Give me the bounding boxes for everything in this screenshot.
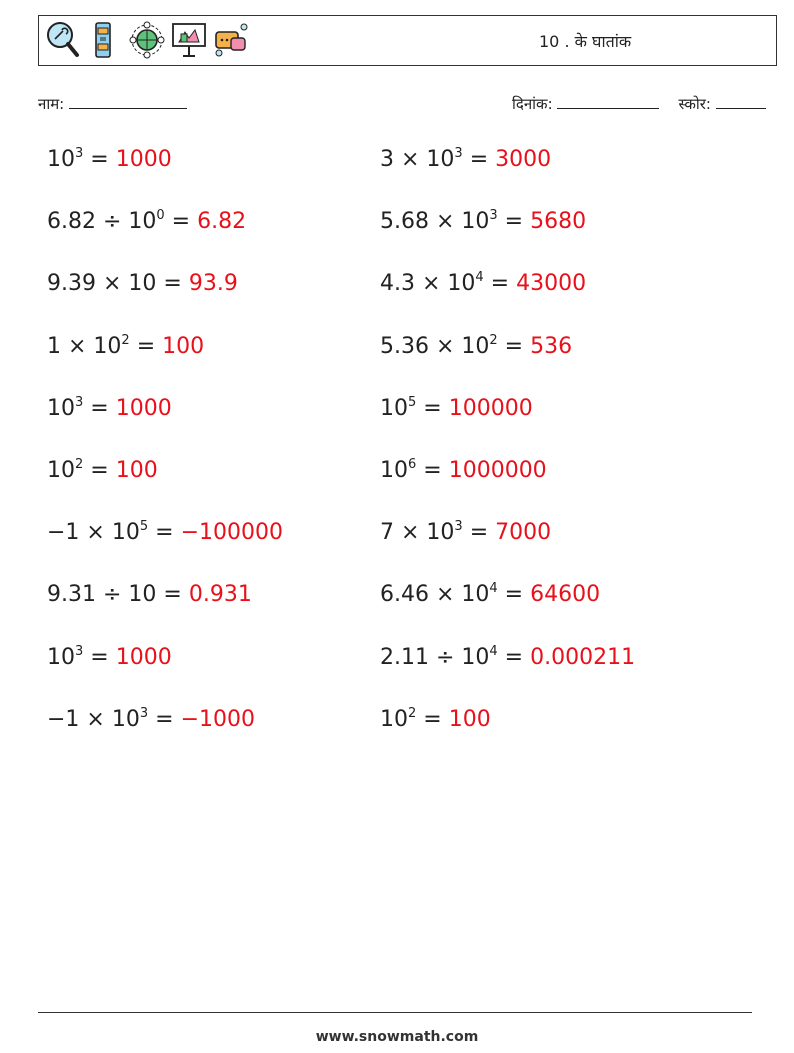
equals-sign: = — [156, 582, 189, 608]
problem-expression: 10 — [47, 147, 75, 172]
exponent: 0 — [156, 208, 165, 224]
problem-expression: 10 — [380, 706, 408, 732]
equals-sign: = — [462, 147, 496, 172]
equals-sign: = — [83, 644, 116, 670]
equals-sign: = — [164, 209, 198, 235]
exponent: 2 — [121, 332, 130, 348]
answer: 64600 — [530, 582, 601, 608]
equals-sign: = — [497, 644, 531, 670]
problem-expression: 4.3 × 10 — [380, 271, 476, 297]
header-icons — [45, 20, 249, 62]
answer: 100 — [115, 458, 158, 483]
score-label: स्कोर: — [678, 95, 711, 113]
answer: −1000 — [180, 706, 255, 732]
presentation-board-icon — [171, 20, 207, 60]
problem-left-8 — [47, 582, 252, 607]
exponent: 2 — [489, 332, 498, 348]
exponent: 2 — [408, 705, 417, 721]
score-blank — [716, 94, 766, 109]
answer: 100000 — [448, 395, 533, 421]
problem-expression: 10 — [47, 458, 75, 483]
exponent: 4 — [489, 643, 498, 659]
problem-expression: 5.36 × 10 — [380, 333, 490, 359]
answer: 0.931 — [188, 582, 252, 608]
problem-right-9 — [380, 645, 635, 670]
equals-sign: = — [497, 209, 531, 235]
exponent: 3 — [75, 643, 84, 659]
answer: 6.82 — [197, 209, 247, 235]
exponent: 4 — [475, 270, 484, 286]
worksheet-title: 10 . के घातांक — [539, 32, 632, 51]
equals-sign: = — [416, 395, 449, 421]
exponent: 6 — [408, 457, 417, 472]
answer: 100 — [162, 333, 205, 359]
exponent: 3 — [489, 208, 498, 224]
problem-right-6 — [380, 458, 547, 483]
problem-expression: 6.46 × 10 — [380, 582, 490, 608]
problem-right-2 — [380, 209, 586, 234]
equals-sign: = — [148, 706, 181, 732]
ruler-notes-icon — [87, 20, 123, 60]
equals-sign: = — [83, 147, 116, 172]
equals-sign: = — [483, 271, 517, 297]
problem-expression: 2.11 ÷ 10 — [380, 644, 490, 670]
equals-sign: = — [497, 333, 531, 359]
exponent: 2 — [75, 457, 84, 472]
problem-left-9 — [47, 645, 172, 670]
problem-right-7 — [380, 520, 551, 545]
answer: 1000 — [115, 395, 172, 421]
problem-expression: −1 × 10 — [47, 706, 140, 732]
problem-expression: 5.68 × 10 — [380, 209, 490, 235]
exponent: 3 — [75, 146, 84, 161]
equals-sign: = — [462, 520, 496, 546]
equals-sign: = — [416, 458, 449, 483]
answer: 1000000 — [448, 458, 547, 483]
footer-site: www.snowmath.com — [315, 1029, 479, 1045]
equals-sign: = — [497, 582, 531, 608]
worksheet-header — [38, 15, 777, 66]
answer: 7000 — [495, 520, 552, 546]
problem-expression: 10 — [47, 644, 75, 670]
problem-left-2 — [47, 209, 246, 234]
problem-expression: 10 — [47, 395, 75, 421]
footer-divider — [38, 1012, 752, 1013]
problem-left-7 — [47, 520, 283, 545]
problem-left-10 — [47, 707, 255, 732]
answer: 536 — [530, 333, 573, 359]
problem-right-5 — [380, 396, 533, 421]
problem-expression: 9.39 × 10 — [47, 271, 157, 297]
problem-expression: 10 — [380, 395, 408, 421]
name-blank — [69, 94, 187, 109]
equals-sign: = — [83, 458, 116, 483]
answer: 3000 — [495, 147, 552, 172]
problem-expression: 3 × 10 — [380, 147, 455, 172]
equals-sign: = — [83, 395, 116, 421]
answer: 100 — [448, 706, 491, 732]
problem-right-3 — [380, 271, 586, 296]
answer: −100000 — [180, 520, 283, 546]
name-label: नाम: — [38, 95, 65, 113]
equals-sign: = — [416, 706, 449, 732]
problem-left-5 — [47, 396, 172, 421]
name-field — [38, 94, 187, 114]
answer: 93.9 — [188, 271, 238, 297]
exponent: 5 — [408, 394, 417, 410]
problem-expression: 9.31 ÷ 10 — [47, 582, 157, 608]
problem-left-4 — [47, 334, 204, 359]
magnifier-icon — [45, 20, 81, 60]
answer: 1000 — [115, 644, 172, 670]
exponent: 3 — [454, 146, 463, 161]
equals-sign: = — [148, 520, 181, 546]
problem-expression: 6.82 ÷ 10 — [47, 209, 157, 235]
problem-expression: 7 × 10 — [380, 520, 455, 546]
problem-left-6 — [47, 458, 158, 483]
globe-network-icon — [129, 20, 165, 60]
equals-sign: = — [129, 333, 163, 359]
date-label: दिनांक: — [512, 95, 553, 113]
exponent: 4 — [489, 581, 498, 597]
answer: 43000 — [516, 271, 587, 297]
answer: 0.000211 — [530, 644, 636, 670]
problem-right-4 — [380, 334, 572, 359]
problem-right-1 — [380, 147, 551, 172]
problem-expression: 10 — [380, 458, 408, 483]
problem-left-1 — [47, 147, 172, 172]
answer: 5680 — [530, 209, 587, 235]
problem-left-3 — [47, 271, 238, 296]
problem-expression: 1 × 10 — [47, 333, 122, 359]
problem-right-8 — [380, 582, 600, 607]
equals-sign: = — [156, 271, 189, 297]
exponent: 3 — [75, 394, 84, 410]
answer: 1000 — [115, 147, 172, 172]
exponent: 3 — [139, 705, 149, 721]
problem-right-10 — [380, 707, 491, 732]
chat-bubbles-icon — [213, 20, 249, 60]
date-score-fields — [512, 94, 766, 114]
problem-expression: −1 × 10 — [47, 520, 140, 546]
date-blank — [557, 94, 659, 109]
exponent: 3 — [454, 519, 463, 535]
exponent: 5 — [139, 519, 149, 535]
